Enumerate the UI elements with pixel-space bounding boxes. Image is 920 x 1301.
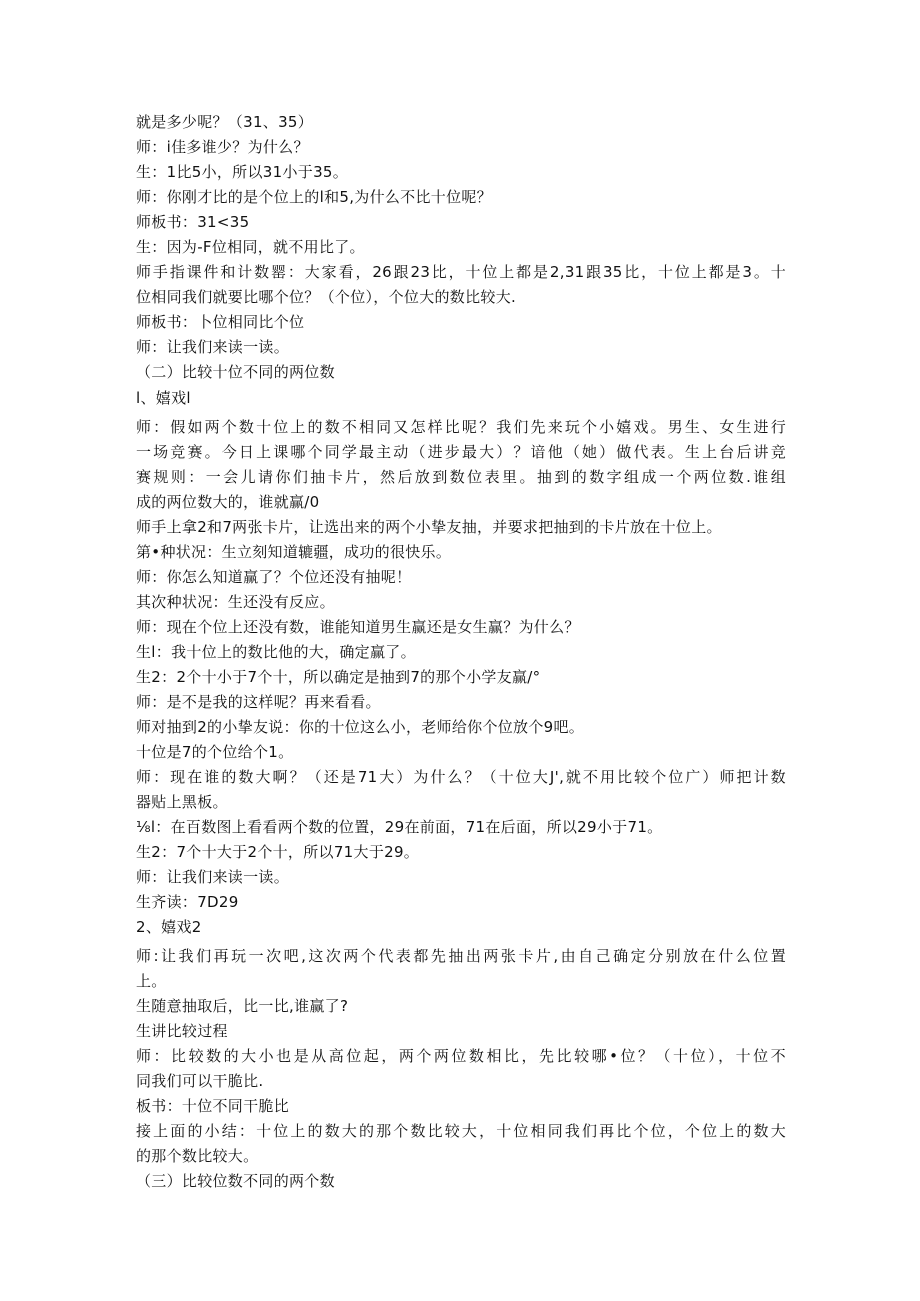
text-line: 生：因为-F位相同，就不用比了。 — [136, 238, 365, 256]
text-line: 生齐读：7D29 — [136, 893, 239, 911]
text-line: 就是多少呢？（31、35） — [136, 113, 314, 131]
text-line: 接上面的小结：十位上的数大的那个数比较大，十位相同我们再比个位，个位上的数大 — [136, 1122, 786, 1140]
text-line: 师：i佳多谁少？为什么？ — [136, 138, 309, 156]
text-line: 师：你怎么知道赢了？个位还没有抽呢！ — [136, 568, 412, 586]
text-line: 师板书：31<35 — [136, 213, 250, 231]
section-heading: （三）比较位数不同的两个数 — [136, 1172, 335, 1190]
text-line: 第•种状况：生立刻知道辘疆，成功的很快乐。 — [136, 543, 452, 561]
text-line: 生l：我十位上的数比他的大，确定赢了。 — [136, 643, 416, 661]
text-line: 师：现在个位上还没有数，谁能知道男生赢还是女生赢？为什么？ — [136, 618, 580, 636]
subsection-heading: 2、嬉戏2 — [136, 918, 202, 936]
text-line: 师：比较数的大小也是从高位起，两个两位数相比，先比较哪•位？（十位），十位不 — [136, 1047, 786, 1065]
text-line: 师：让我们来读一读。 — [136, 338, 290, 356]
text-line: 成的两位数大的，谁就赢/0 — [136, 493, 320, 511]
text-line: 师：是不是我的这样呢？再来看看。 — [136, 693, 381, 711]
text-line: 其次种状况：生还没有反应。 — [136, 593, 335, 611]
text-line: 师手指课件和计数罂：大家看，26跟23比，十位上都是2,31跟35比，十位上都是3。十 — [136, 263, 786, 281]
text-line: 器贴上黑板。 — [136, 793, 228, 811]
text-line: 生：1比5小，所以31小于35。 — [136, 163, 349, 181]
text-line: 师对抽到2的小挚友说：你的十位这么小，老师给你个位放个9吧。 — [136, 718, 585, 736]
subsection-heading: l、嬉戏l — [136, 389, 191, 407]
section-heading: （二）比较十位不同的两位数 — [136, 363, 335, 381]
text-line: 师：假如两个数十位上的数不相同又怎样比呢？我们先来玩个小嬉戏。男生、女生进行 — [136, 418, 786, 436]
text-line: 师：让我们来读一读。 — [136, 868, 290, 886]
text-line: 同我们可以干脆比. — [136, 1072, 264, 1090]
text-line: 师：现在谁的数大啊？（还是71大）为什么？（十位大J',就不用比较个位广）师把计数 — [136, 768, 786, 786]
text-line: 上。 — [136, 972, 167, 990]
text-line: 十位是7的个位给个1。 — [136, 743, 294, 761]
text-line: 位相同我们就要比哪个位？（个位），个位大的数比较大. — [136, 288, 517, 306]
text-line: 师：你刚才比的是个位上的l和5,为什么不比十位呢？ — [136, 188, 492, 206]
text-line: 板书：十位不同干脆比 — [136, 1097, 290, 1115]
text-line: 师:让我们再玩一次吧,这次两个代表都先抽出两张卡片,由自己确定分别放在什么位置 — [136, 947, 786, 965]
text-line: 生讲比较过程 — [136, 1022, 228, 1040]
text-line: 生2：2个十小于7个十，所以确定是抽到7的那个小学友赢/° — [136, 668, 541, 686]
text-line: ⅛l：在百数图上看看两个数的位置，29在前面，71在后面，所以29小于71。 — [136, 818, 663, 836]
text-line: 生随意抽取后，比一比,谁赢了? — [136, 997, 349, 1015]
text-line: 的那个数比较大。 — [136, 1147, 259, 1165]
text-line: 赛规则：一会儿请你们抽卡片，然后放到数位表里。抽到的数字组成一个两位数.谁组 — [136, 468, 786, 486]
text-line: 一场竞赛。今日上课哪个同学最主动（进步最大）？谙他（她）做代表。生上台后讲竞 — [136, 443, 786, 461]
text-line: 师板书：卜位相同比个位 — [136, 313, 305, 331]
text-line: 生2：7个十大于2个十，所以71大于29。 — [136, 843, 420, 861]
text-line: 师手上拿2和7两张卡片，让选出来的两个小挚友抽，并要求把抽到的卡片放在十位上。 — [136, 518, 722, 536]
